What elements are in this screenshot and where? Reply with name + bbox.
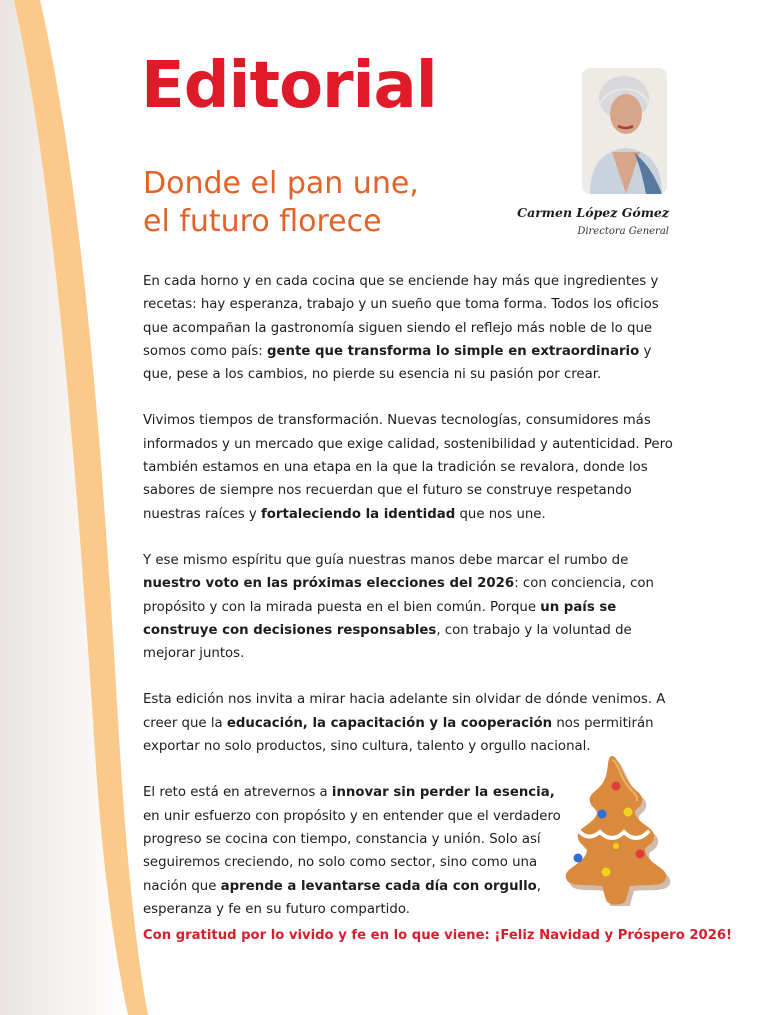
- body-text: , esperanza y fe en su futuro compartido.: [143, 878, 542, 917]
- paragraph: [143, 688, 683, 758]
- emphasized-text: innovar sin perder la esencia,: [331, 785, 555, 801]
- paragraph: [143, 549, 683, 665]
- body-text: : con conciencia, con propósito y con la mirada puesta en el bien común. Porque: [143, 576, 654, 615]
- page-title: Editorial: [141, 49, 437, 123]
- paragraph: [143, 781, 573, 921]
- body-text: Y ese mismo espíritu que guía nuestras manos debe marcar el rumbo de: [143, 552, 629, 568]
- author-name: Carmen López Gómez: [517, 205, 669, 220]
- gingerbread-tree-image: [556, 754, 684, 906]
- emphasized-text: aprende a levantarse cada día con orgullo: [220, 878, 537, 894]
- body-text: nos permitirán exportar no solo productos, sino cultura, talento y orgullo nacional.: [143, 715, 654, 755]
- subtitle-line-2: el futuro florece: [143, 204, 382, 239]
- body-text: Vivimos tiempos de transformación. Nuevas tecnologías, consumidores más informados y un mercado que exige calidad, sostenibilidad y autenticidad. Pero también estamos en una etapa en la que la tradición se revalora, donde los sabores de siempre nos recuerdan que el futuro se construye respetando nuestras raíces y: [143, 413, 673, 522]
- emphasized-text: educación, la capacitación y la cooperación: [226, 715, 553, 731]
- body-text: que nos une.: [455, 506, 546, 522]
- paragraph: [143, 270, 683, 386]
- closing-message: Con gratitud por lo vivido y fe en lo que viene: ¡Feliz Navidad y Próspero 2026!: [143, 928, 733, 943]
- emphasized-text: nuestro voto en las próximas elecciones del 2026: [143, 576, 515, 592]
- author-role: Directora General: [577, 226, 669, 237]
- body-text: en unir esfuerzo con propósito y en entender que el verdadero progreso se cocina con tiempo, constancia y unión. Solo así seguiremos creciendo, no solo como sector, sino como una nación que: [143, 808, 561, 894]
- emphasized-text: un país se construye con decisiones responsables: [143, 599, 617, 638]
- body-text: y que, pese a los cambios, no pierde su esencia ni su pasión por crear.: [143, 343, 652, 383]
- body-text: El reto está en atrevernos a: [143, 785, 332, 801]
- subtitle-line-1: Donde el pan une,: [143, 166, 419, 201]
- emphasized-text: gente que transforma lo simple en extraordinario: [266, 343, 640, 359]
- body-text: En cada horno y en cada cocina que se enciende hay más que ingredientes y recetas: hay esperanza, trabajo y un sueño que toma forma. Todos los oficios que acompañan la gastronomía siguen siendo el reflejo más noble de lo que somos como país:: [143, 274, 659, 359]
- article-subtitle: [143, 165, 523, 241]
- author-photo: [582, 68, 667, 194]
- paragraph: [143, 409, 683, 525]
- emphasized-text: fortaleciendo la identidad: [261, 506, 456, 522]
- body-text: , con trabajo y la voluntad de mejorar juntos.: [143, 622, 632, 662]
- body-text: Esta edición nos invita a mirar hacia adelante sin olvidar de dónde venimos. A creer que la: [143, 692, 666, 731]
